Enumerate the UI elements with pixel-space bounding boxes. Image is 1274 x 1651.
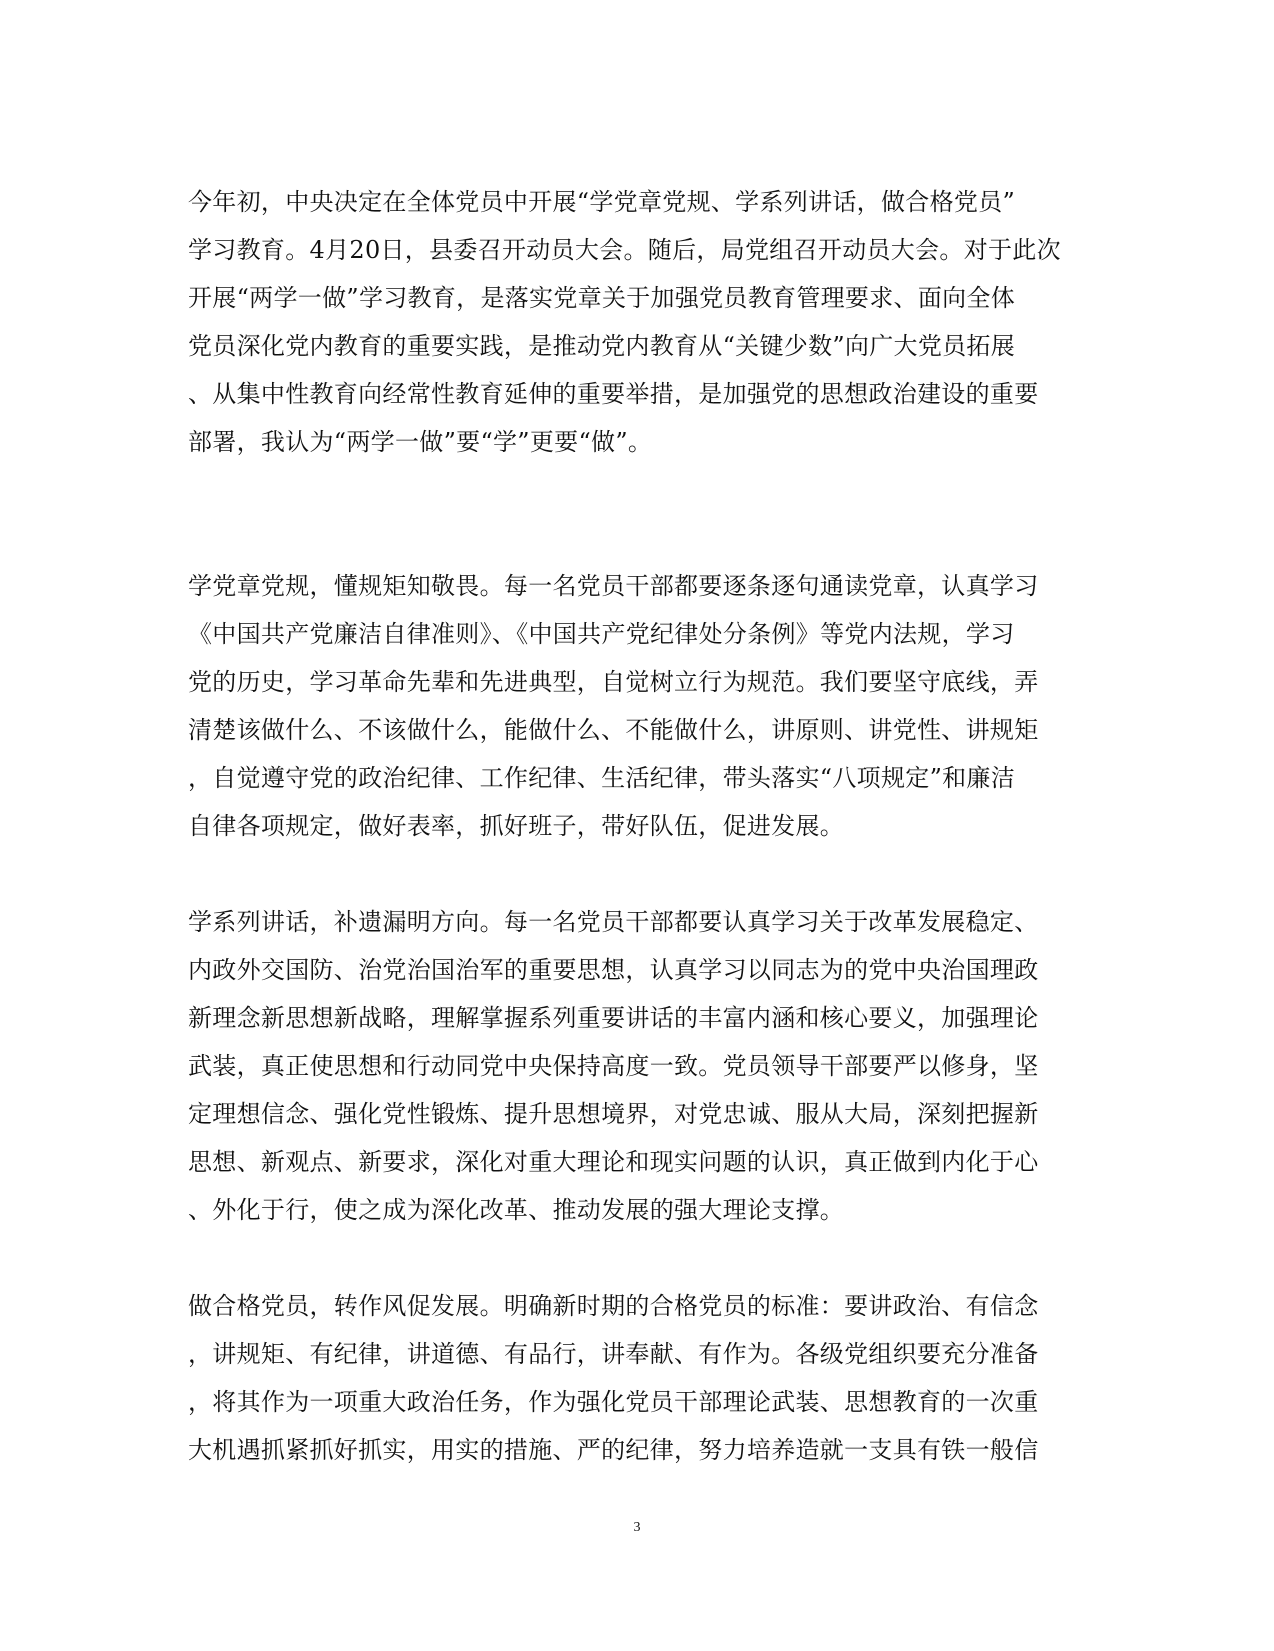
text-line: 党员深化党内教育的重要实践，是推动党内教育从“关键少数”向广大党员拓展 [188, 332, 1016, 360]
text-line: 内政外交国防、治党治国治军的重要思想，认真学习以同志为的党中央治国理政 [188, 956, 1039, 984]
text-line: 大机遇抓紧抓好抓实，用实的措施、严的纪律，努力培养造就一支具有铁一般信 [188, 1436, 1039, 1464]
text-line: 定理想信念、强化党性锻炼、提升思想境界，对党忠诚、服从大局，深刻把握新 [188, 1100, 1039, 1128]
paragraph-qualified-member [188, 1282, 1068, 1474]
paragraph-party-rules [188, 562, 1068, 850]
text-line: 学习教育。4月20日，县委召开动员大会。随后，局党组召开动员大会。对于此次 [188, 236, 1061, 264]
text-line: ，自觉遵守党的政治纪律、工作纪律、生活纪律，带头落实“八项规定”和廉洁 [188, 764, 1016, 792]
text-line: 学党章党规，懂规矩知敬畏。每一名党员干部都要逐条逐句通读党章，认真学习 [188, 572, 1039, 600]
text-line: 清楚该做什么、不该做什么，能做什么、不能做什么，讲原则、讲党性、讲规矩 [188, 716, 1039, 744]
text-line: 自律各项规定，做好表率，抓好班子，带好队伍，促进发展。 [188, 812, 845, 840]
paragraph-intro [188, 178, 1068, 466]
text-line: 部署，我认为“两学一做”要“学”更要“做”。 [188, 428, 653, 456]
text-line: 党的历史，学习革命先辈和先进典型，自觉树立行为规范。我们要坚守底线，弄 [188, 668, 1039, 696]
text-line: 、从集中性教育向经常性教育延伸的重要举措，是加强党的思想政治建设的重要 [188, 380, 1039, 408]
text-line: 学系列讲话，补遗漏明方向。每一名党员干部都要认真学习关于改革发展稳定、 [188, 908, 1039, 936]
text-line: 武装，真正使思想和行动同党中央保持高度一致。党员领导干部要严以修身，坚 [188, 1052, 1039, 1080]
text-line: 新理念新思想新战略，理解掌握系列重要讲话的丰富内涵和核心要义，加强理论 [188, 1004, 1039, 1032]
page-number: 3 [633, 1520, 641, 1535]
text-line: 、外化于行，使之成为深化改革、推动发展的强大理论支撑。 [188, 1196, 845, 1224]
text-line: 做合格党员，转作风促发展。明确新时期的合格党员的标准：要讲政治、有信念 [188, 1292, 1039, 1320]
text-line: ，将其作为一项重大政治任务，作为强化党员干部理论武装、思想教育的一次重 [188, 1388, 1039, 1416]
text-line: 思想、新观点、新要求，深化对重大理论和现实问题的认识，真正做到内化于心 [188, 1148, 1039, 1176]
text-line: 《中国共产党廉洁自律准则》、《中国共产党纪律处分条例》等党内法规，学习 [188, 620, 1015, 648]
text-line: ，讲规矩、有纪律，讲道德、有品行，讲奉献、有作为。各级党组织要充分准备 [188, 1340, 1039, 1368]
text-line: 开展“两学一做”学习教育，是落实党章关于加强党员教育管理要求、面向全体 [188, 284, 1016, 312]
paragraph-speeches [188, 898, 1068, 1234]
text-line: 今年初，中央决定在全体党员中开展“学党章党规、学系列讲话，做合格党员” [188, 188, 1016, 216]
